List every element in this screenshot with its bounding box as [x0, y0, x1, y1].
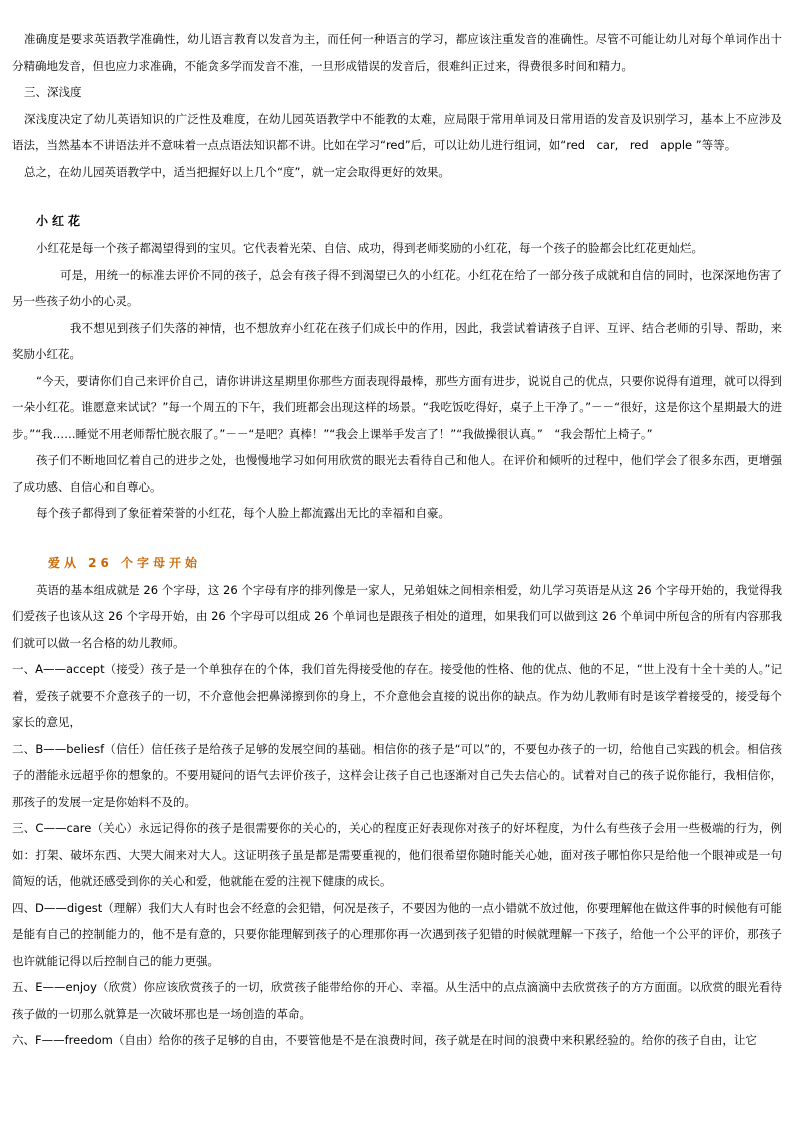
paragraph-red-flower-1: 小红花是每一个孩子都渴望得到的宝贝。它代表着光荣、自信、成功，得到老师奖励的小红花，每一个孩子的脸都会比红花更灿烂。 [36, 241, 703, 255]
paragraph-summary: 总之，在幼儿园英语教学中，适当把握好以上几个“度”，就一定会取得更好的效果。 [24, 164, 450, 179]
section-title-little-red-flower: 小红花 [36, 214, 85, 228]
paragraph-red-flower-6: 每个孩子都得到了象征着荣誉的小红花，每个人脸上都流露出无比的幸福和自豪。 [36, 506, 450, 520]
list-item-a-accept: 一、A——accept（接受）孩子是一个单独存在的个体，我们首先得接受他的存在。接受他的性格、他的优点、他的不足，“世上没有十全十美的人。”记着，爱孩子就要不介意孩子的一切，不介意他会把鼻涕擦到你的身上，不介意他会直接的说出你的缺点。作为幼儿教师有时是该学着接受的，接受每个家长的意见， [12, 662, 782, 729]
heading-depth: 三、深浅度 [24, 85, 82, 99]
section-title-love-26-letters: 爱从 26 个字母开始 [48, 555, 202, 570]
paragraph-depth: 深浅度决定了幼儿英语知识的广泛性及难度，在幼儿园英语教学中不能教的太难，应局限于常用单词及日常用语的发音及识别学习，基本上不应涉及语法，当然基本不讲语法并不意味着一点点语法知识都不讲。比如在学习“red”后，可以让幼儿进行组词，如“red car, red apple ”等等。 [12, 111, 782, 152]
list-item-d-digest: 四、D——digest（理解）我们大人有时也会不经意的会犯错，何况是孩子，不要因为他的一点小错就不放过他，你要理解他在做这件事的时候他有可能是能有自己的控制能力的，他不是有意的，只要你能理解到孩子的心理那你再一次遇到孩子犯错的时候就理解一下孩子，给他一个公平的评价，那孩子也许就能记得以后控制自己的能力更强。 [12, 900, 782, 968]
spacer [12, 185, 782, 207]
list-item-b-belief: 二、B——beliesf（信任）信任孩子是给孩子足够的发展空间的基础。相信你的孩子是“可以”的，不要包办孩子的一切，给他自己实践的机会。相信孩子的潜能永远超乎你的想象的。不要用疑问的语气去评价孩子，这样会让孩子自己也逐渐对自己失去信心的。试着对自己的孩子说你能行，我相信你，那孩子的发展一定是你始料不及的。 [12, 741, 782, 809]
list-item-f-freedom: 六、F——freedom（自由）给你的孩子足够的自由，不要管他是不是在浪费时间，孩子就是在时间的浪费中来积累经验的。给你的孩子自由，让它 [12, 1033, 757, 1047]
document-page [12, 26, 782, 1054]
paragraph-red-flower-5: 孩子们不断地回忆着自己的进步之处，也慢慢地学习如何用欣赏的眼光去看待自己和他人。在评价和倾听的过程中，他们学会了很多东西，更增强了成功感、自信心和自尊心。 [12, 453, 782, 494]
paragraph-red-flower-2: 可是，用统一的标准去评价不同的孩子，总会有孩子得不到渴望已久的小红花。小红花在给了一部分孩子成就和自信的同时，也深深地伤害了另一些孩子幼小的心灵。 [12, 267, 782, 308]
list-item-c-care: 三、C——care（关心）永远记得你的孩子是很需要你的关心的，关心的程度正好表现你对孩子的好坏程度，为什么有些孩子会用一些极端的行为，例如：打架、破坏东西、大哭大闹来对大人。这证明孩子虽是都是需要重视的，他们很希望你随时能关心她，面对孩子哪怕你只是给他一个眼神或是一句简短的话，他就还感受到你的关心和爱，他就能在爱的注视下健康的成长。 [12, 821, 782, 888]
paragraph-red-flower-3: 我不想见到孩子们失落的神情，也不想放弃小红花在孩子们成长中的作用，因此，我尝试着请孩子自评、互评、结合老师的引导、帮助，来奖励小红花。 [12, 320, 782, 361]
list-item-e-enjoy: 五、E——enjoy（欣赏）你应该欣赏孩子的一切，欣赏孩子能带给你的开心、幸福。从生活中的点点滴滴中去欣赏孩子的方方面面。以欣赏的眼光看待孩子做的一切那么就算是一次破坏那也是一场创造的革命。 [12, 980, 782, 1021]
spacer [12, 527, 782, 549]
paragraph-letters-intro: 英语的基本组成就是 26 个字母，这 26 个字母有序的排列像是一家人，兄弟姐妹之间相亲相爱，幼儿学习英语是从这 26 个字母开始的，我觉得我们爱孩子也该从这 26 个字母开始，由 26 个字母可以组成 26 个单词也是跟孩子相处的道理，如果我们可以做到这 26 个单词中所包含的所有内容那我们就可以做一名合格的幼儿教师。 [12, 582, 782, 650]
paragraph-red-flower-4: “今天，要请你们自己来评价自己，请你讲讲这星期里你那些方面表现得最棒，那些方面有进步，说说自己的优点，只要你说得有道理，就可以得到一朵小红花。谁愿意来试试？”每一个周五的下午，我们班都会出现这样的场景。“我吃饭吃得好，桌子上干净了。”－－“很好，这是你这个星期最大的进步。”“我……睡觉不用老师帮忙脱衣服了。”－－“是吧？真棒！”“我会上课举手发言了！”“我做操很认真。” “我会帮忙上椅子。” [12, 373, 782, 441]
paragraph-accuracy: 准确度是要求英语教学准确性，幼儿语言教育以发音为主，而任何一种语言的学习，都应该注重发音的准确性。尽管不可能让幼儿对每个单词作出十分精确地发音，但也应力求准确，不能贪多学而发音不准，一旦形成错误的发音后，很难纠正过来，得费很多时间和精力。 [12, 32, 782, 73]
